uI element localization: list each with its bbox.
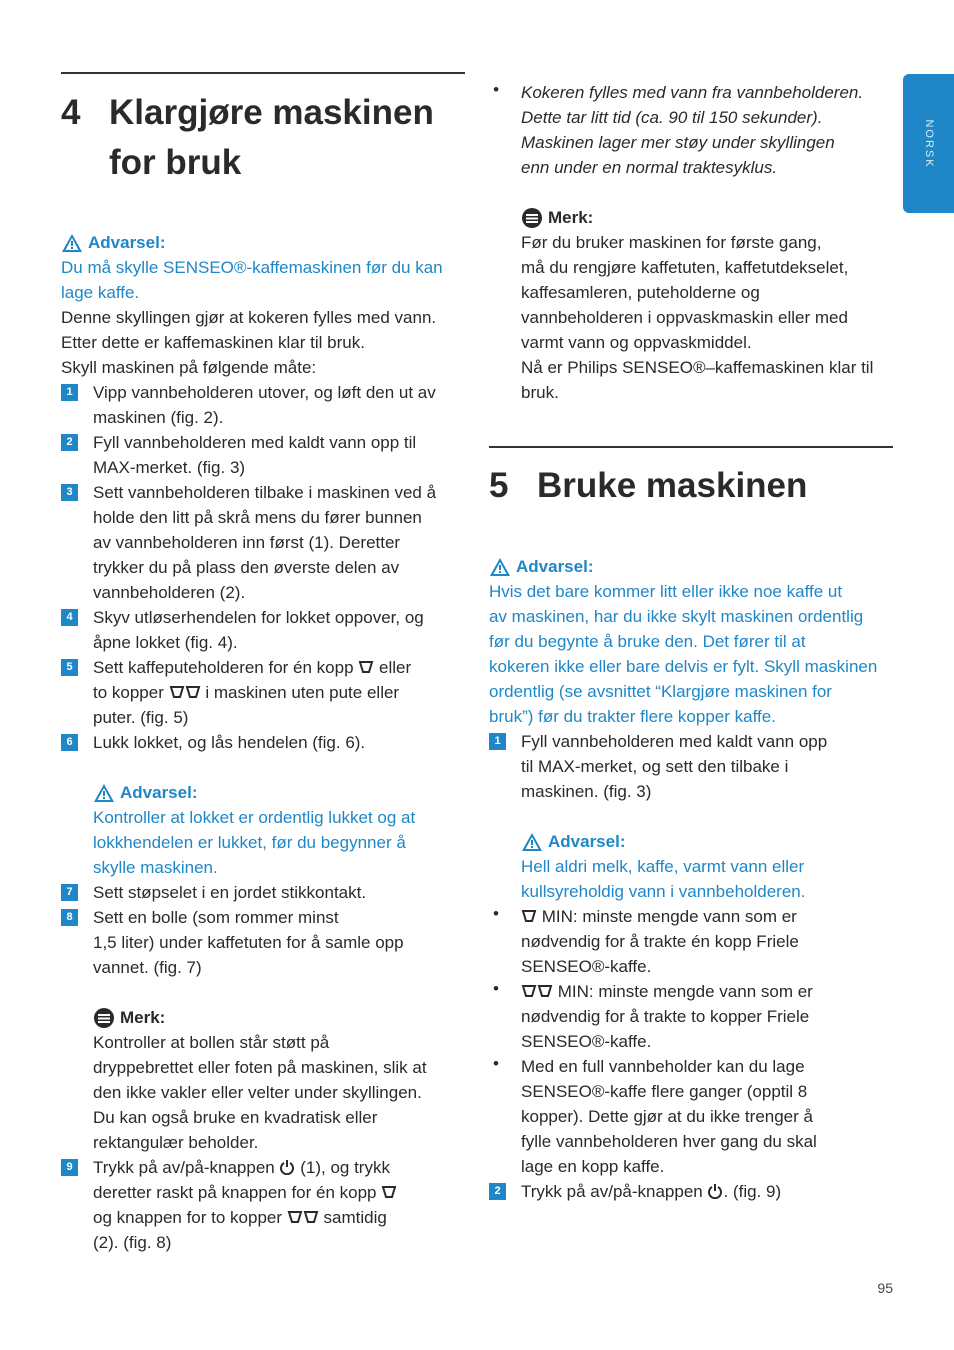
bullet-rinse-info: • Kokeren fylles med vann fra vannbeholderen. Dette tar litt tid (ca. 90 til 150 sekunder). Maskinen lager mer støy under skyllingen enn under en normal traktesyklus. bbox=[493, 80, 864, 177]
section-5-title: Bruke maskinen bbox=[537, 466, 808, 505]
step-2: 2 Fyll vannbeholderen med kaldt vann opp til MAX-merket. (fig. 3) bbox=[61, 430, 465, 480]
step-5: 5 Sett kaffeputeholderen for én kopp eller to kopper i maskinen uten pute eller puter. (fig. 5) bbox=[61, 655, 465, 730]
section-4-heading bbox=[61, 88, 465, 188]
bullet-full-tank: • Med en full vannbeholder kan du lage SENSEO®-kaffe flere ganger (opptil 8 kopper). Dette gjør at du ikke trenger å fylle vannbeholderen hver gang du skal lage en kopp kaffe. bbox=[493, 1054, 817, 1176]
step-7: 7 Sett støpselet i en jordet stikkontakt. bbox=[61, 880, 465, 905]
section-5-number: 5 bbox=[489, 466, 509, 505]
step-4: 4 Skyv utløserhendelen for lokket oppover, og åpne lokket (fig. 4). bbox=[61, 605, 465, 655]
note-2: Merk: Før du bruker maskinen for første gang, må du rengjøre kaffetuten, kaffetutdekselet, kaffesamleren, puteholderne og vannbeholderen i oppvaskmaskin eller med varmt vann og oppvaskmiddel. Nå er Philips SENSEO®–kaffemaskinen klar til bruk. bbox=[489, 205, 893, 405]
power-icon bbox=[707, 1183, 723, 1199]
bullet-two-cups-min: • MIN: minste mengde vann som er nødvendig for å trakte to kopper Friele SENSEO®-kaffe. bbox=[493, 979, 813, 1051]
warning-1-title: Advarsel: bbox=[88, 233, 166, 252]
step-number: 1 bbox=[61, 384, 78, 401]
note-1-title: Merk: bbox=[120, 1008, 166, 1027]
section-rule bbox=[61, 72, 465, 74]
one-cup-icon bbox=[521, 908, 537, 924]
section-5-heading bbox=[489, 461, 893, 511]
section-4-title-line2: for bruk bbox=[109, 143, 242, 182]
step-r1: 1 Fyll vannbeholderen med kaldt vann opp til MAX-merket, og sett den tilbake i maskinen. (fig. 3) bbox=[489, 729, 893, 804]
step-number: 4 bbox=[61, 609, 78, 626]
section-4-number: 4 bbox=[61, 93, 81, 132]
warning-3-title: Advarsel: bbox=[516, 557, 594, 576]
warning-icon bbox=[61, 232, 83, 254]
section-4-title-line1: Klargjøre maskinen bbox=[109, 93, 434, 132]
step-number: 3 bbox=[61, 484, 78, 501]
warning-3: Advarsel: Hvis det bare kommer litt eller ikke noe kaffe ut av maskinen, har du ikke skylt maskinen ordentlig før du begynte å bruke den. Det fører til at kokeren ikke eller bare delvis er fylt. Skyll maskinen ordentlig (se avsnittet “Klargjøre maskinen for bruk”) før du trakter flere kopper kaffe. bbox=[489, 554, 893, 729]
warning-4-title: Advarsel: bbox=[548, 832, 626, 851]
language-tab-label: NORSK bbox=[922, 118, 935, 169]
step-number: 9 bbox=[61, 1159, 78, 1176]
step-number: 1 bbox=[489, 733, 506, 750]
step-6: 6 Lukk lokket, og lås hendelen (fig. 6). bbox=[61, 730, 465, 755]
step-r2: 2 Trykk på av/på-knappen . (fig. 9) bbox=[489, 1179, 893, 1204]
step-number: 2 bbox=[61, 434, 78, 451]
step-number: 7 bbox=[61, 884, 78, 901]
one-cup-icon bbox=[381, 1184, 397, 1200]
warning-4: Advarsel: Hell aldri melk, kaffe, varmt vann eller kullsyreholdig vann i vannbeholderen. bbox=[489, 829, 893, 904]
warning-icon bbox=[93, 782, 115, 804]
intro-text: Denne skyllingen gjør at kokeren fylles med vann. bbox=[61, 308, 437, 327]
two-cups-icon bbox=[521, 983, 553, 999]
step-9: 9 Trykk på av/på-knappen (1), og trykk deretter raskt på knappen for én kopp og knappen for to kopper samtidig (2). (fig. 8) bbox=[61, 1155, 465, 1255]
warning-icon bbox=[521, 831, 543, 853]
warning-1-text: Du må skylle SENSEO®-kaffemaskinen før du kan bbox=[61, 258, 443, 277]
step-number: 5 bbox=[61, 659, 78, 676]
step-3: 3 Sett vannbeholderen tilbake i maskinen ved å holde den litt på skrå mens du fører bunnen av vannbeholderen inn først (1). Deretter trykker du på plass den øverste delen av vannbeholderen (2). bbox=[61, 480, 465, 605]
step-number: 8 bbox=[61, 909, 78, 926]
page-number: 95 bbox=[877, 1280, 893, 1296]
note-2-title: Merk: bbox=[548, 208, 594, 227]
language-tab bbox=[903, 74, 954, 213]
warning-2-title: Advarsel: bbox=[120, 783, 198, 802]
section-rule bbox=[489, 446, 893, 448]
step-1: 1 Vipp vannbeholderen utover, og løft den ut av maskinen (fig. 2). bbox=[61, 380, 465, 430]
note-icon bbox=[521, 207, 543, 229]
step-8: 8 Sett en bolle (som rommer minst 1,5 liter) under kaffetuten for å samle opp vannet. (fig. 7) bbox=[61, 905, 465, 980]
two-cups-icon bbox=[287, 1209, 319, 1225]
step-number: 2 bbox=[489, 1183, 506, 1200]
bullet-one-cup-min: • MIN: minste mengde vann som er nødvendig for å trakte én kopp Friele SENSEO®-kaffe. bbox=[493, 904, 799, 976]
power-icon bbox=[279, 1159, 295, 1175]
step-number: 6 bbox=[61, 734, 78, 751]
warning-1: Advarsel: Du må skylle SENSEO®-kaffemaskinen før du kan lage kaffe. Denne skyllingen gjør at kokeren fylles med vann. Etter dette er kaffemaskinen klar til bruk. Skyll maskinen på følgende måte: 1 Vipp vannbeholderen utover, og løft den ut av maskinen (fig. 2). 2 Fyll vannbeholderen med kaldt vann opp til MAX-merket. (fig. 3) 3 Sett vannbeholderen tilbake i maskinen ved å holde den litt på skrå mens du fører bunnen av vannbeholderen inn først (1). Deretter trykker du på plass den øverste delen av vannbeholderen (2). 4 Skyv utløserhendelen for lokket oppover, og åpne lokket (fig. 4). 5 Sett kaffeputeholderen for én kopp eller to kopper i maskinen uten pute eller puter. (fig. 5) 6 Lukk lokket, og lås hendelen (fig. 6). Advarsel: Kontroller at lokket er ordentlig lukket og at lokkhendelen er lukket, før du begynner å skylle maskinen. 7 Sett støpselet i en jordet stikkontakt. 8 Sett en bolle (som rommer minst 1,5 liter) under kaffetuten for å samle opp vannet. (fig. 7) Merk: Kontroller at bollen står støtt på dryppebrettet eller foten på maskinen, slik at den ikke vakler eller velter under skyllingen. Du kan også bruke en kvadratisk eller rektangulær beholder. 9 Trykk på av/på-knappen (1), og trykk deretter raskt på knappen for én kopp og knappen for to kopper samtidig (2). (fig. 8) bbox=[61, 230, 465, 1255]
two-cups-icon bbox=[169, 684, 201, 700]
one-cup-icon bbox=[358, 659, 374, 675]
note-icon bbox=[93, 1007, 115, 1029]
warning-2: Advarsel: Kontroller at lokket er ordentlig lukket og at lokkhendelen er lukket, før du begynner å skylle maskinen. bbox=[61, 780, 465, 880]
warning-icon bbox=[489, 556, 511, 578]
note-1: Merk: Kontroller at bollen står støtt på dryppebrettet eller foten på maskinen, slik at den ikke vakler eller velter under skyllingen. Du kan også bruke en kvadratisk eller rektangulær beholder. bbox=[61, 1005, 465, 1155]
